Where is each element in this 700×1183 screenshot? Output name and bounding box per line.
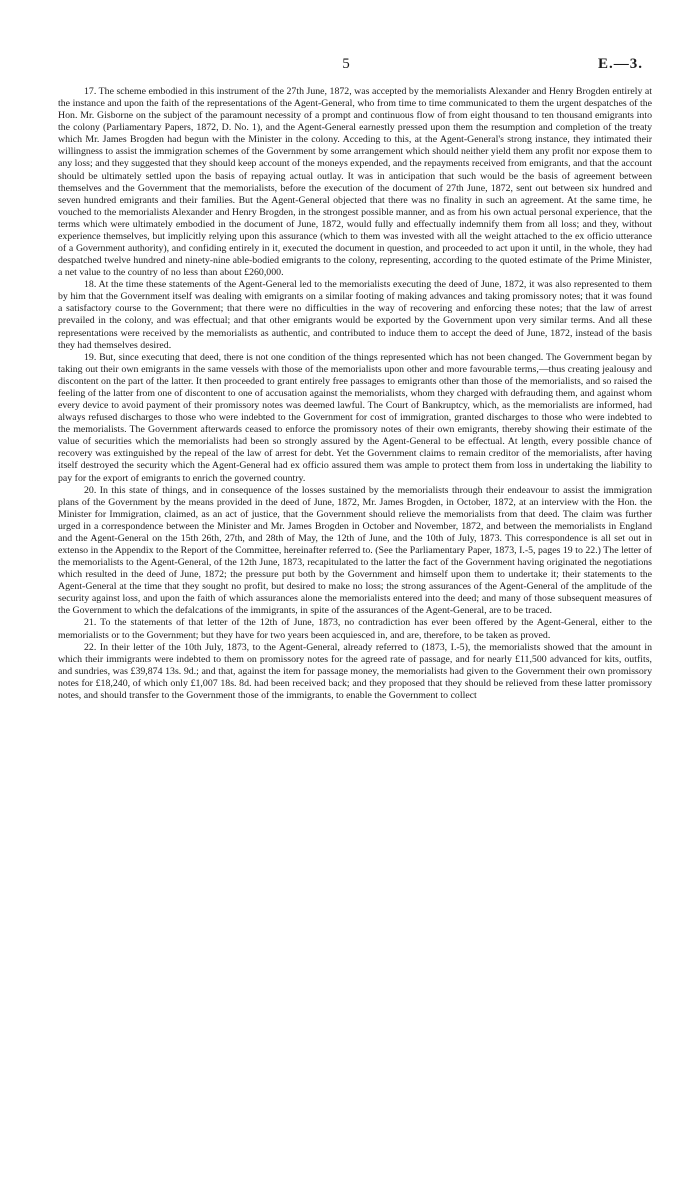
paragraph-22: 22. In their letter of the 10th July, 1873, to the Agent-General, already referred to (1873, I.-5), the memorialists showed that the amount in which their immigrants were indebted to them on promissory notes for the agreed rate of passage, and for nearly £11,500 advanced for kits, outfits, and sundries, was £39,874 13s. 9d.; and that, against the item for passage money, the memorialists had given to the Government their own promissory notes for £18,240, of which only £1,007 18s. 8d. had been received back; and they proposed that they should be relieved from these latter promissory notes, and should transfer to the Government those of the immigrants, to enable the Government to collect — [58, 641, 652, 701]
page-number: 5 — [342, 56, 350, 72]
paragraph-18: 18. At the time these statements of the Agent-General led to the memorialists executing the deed of June, 1872, it was also represented to them by him that the Government itself was dealing with emigrants on a similar footing of making advances and taking promissory notes; that it was found a satisfactory course to the Government; that there were no difficulties in the way of recovering and enforcing these notes; that the law of arrest prevailed in the colony, and was effectual; and that other emigrants would be exported by the Government upon very similar terms. And all these representations were received by the memorialists as authentic, and contributed to induce them to accept the deed of June, 1872, instead of the basis they had themselves desired. — [58, 279, 652, 351]
paragraph-17: 17. The scheme embodied in this instrument of the 27th June, 1872, was accepted by the memorialists Alexander and Henry Brogden entirely at the instance and upon the faith of the representations of the Agent-General, who from time to time communicated to them the urgent despatches of the Hon. Mr. Gisborne on the subject of the paramount necessity of a prompt and continuous flow of from eight thousand to ten thousand emigrants into the colony (Parliamentary Papers, 1872, D. No. 1), and the Agent-General earnestly pressed upon them the resumption and completion of the treaty which Mr. James Brogden had begun with the Minister in the colony. Acceding to this, at the Agent-General's strong instance, they intimated their willingness to assist the immigration schemes of the Government by some arrangement which should neither yield them any profit nor expose them to any loss; and they suggested that they should keep account of the moneys expended, and the repayments received from emigrants, and that the account should be ultimately settled upon the basis of repaying actual outlay. It was in anticipation that such would be the basis of agreement between themselves and the Government that the memorialists, before the execution of the document of 27th June, 1872, sent out between six hundred and seven hundred emigrants and their families. But the Agent-General objected that there was no finality in such an agreement. At the same time, he vouched to the memorialists Alexander and Henry Brogden, in the strongest possible manner, and as from his own actual personal experience, that the terms which were ultimately embodied in the document of June, 1872, would fully and effectually indemnify them from all loss; and they, without experience themselves, but implicitly relying upon this assurance (which to them was invested with all the weight attached to the ex officio utterance of a Government authority), and confiding entirely in it, executed the document in question, and proceeded to act upon it until, in the whole, they had despatched twelve hundred and ninety-nine able-bodied emigrants to the colony, representing, according to the quoted estimate of the Prime Minister, a net value to the country of no less than about £260,000. — [58, 86, 652, 279]
paragraph-21: 21. To the statements of that letter of the 12th of June, 1873, no contradiction has ever been offered by the Agent-General, either to the memorialists or to the Government; but they have for two years been acquiesced in, and are, therefore, to be taken as proved. — [58, 617, 652, 641]
paragraph-19: 19. But, since executing that deed, there is not one condition of the things represented which has not been changed. The Government began by taking out their own emigrants in the same vessels with those of the memorialists upon other and more favourable terms,—thus creating jealousy and discontent on the part of the latter. It then proceeded to grant entirely free passages to emigrants other than those of the memorialists, and so raised the feeling of the latter from one of discontent to one of accusation against the memorialists, whom they charged with defrauding them, and against whom every device to avoid payment of their promissory notes was deemed lawful. The Court of Bankruptcy, which, as the memorialists are informed, had always refused discharges to those who were indebted to the Government for cost of immigration, granted discharges to those who were indebted to the memorialists. The Government afterwards ceased to enforce the promissory notes of their own emigrants, thereby showing their estimate of the value of securities which the memorialists had been so strongly assured by the Agent-General to be effectual. At length, every possible chance of recovery was extinguished by the repeal of the law of arrest for debt. Yet the Government claims to remain creditor of the memorialists, after having itself destroyed the security which the Agent-General had ex officio assured them was ample to protect them from loss in undertaking the liability to pay for the export of emigrants to enrich the governed country. — [58, 351, 652, 484]
document-reference: E.—3. — [598, 56, 644, 72]
body-text — [58, 86, 652, 702]
paragraph-20: 20. In this state of things, and in consequence of the losses sustained by the memorialists through their endeavour to assist the immigration plans of the Government by the means provided in the deed of June, 1872, Mr. James Brogden, in October, 1872, at an interview with the Hon. the Minister for Immigration, claimed, as an act of justice, that the Government should relieve the memorialists from that deed. The claim was further urged in a correspondence between the Minister and Mr. James Brogden in October and November, 1872, and between the memorialists in England and the Agent-General on the 15th 26th, 27th, and 28th of May, the 12th of June, and the 10th of July, 1873. This correspondence is all set out in extenso in the Appendix to the Report of the Committee, hereinafter referred to. (See the Parliamentary Paper, 1873, I.-5, pages 19 to 22.) The letter of the memorialists to the Agent-General, of the 12th June, 1873, recapitulated to the latter the fact of the Government having originated the negotiations which resulted in the deed of June, 1872; the pressure put both by the Government and himself upon them to undertake it; their statements to the Agent-General at the time that they sought no profit, but desired to make no loss; the strong assurances of the Agent-General of the amplitude of the security against loss, and upon the faith of which assurances alone the memorialists entered into the deed; and many of those subsequent measures of the Government to which the defalcations of the immigrants, in spite of the assurances of the Agent-General, are to be traced. — [58, 484, 652, 617]
